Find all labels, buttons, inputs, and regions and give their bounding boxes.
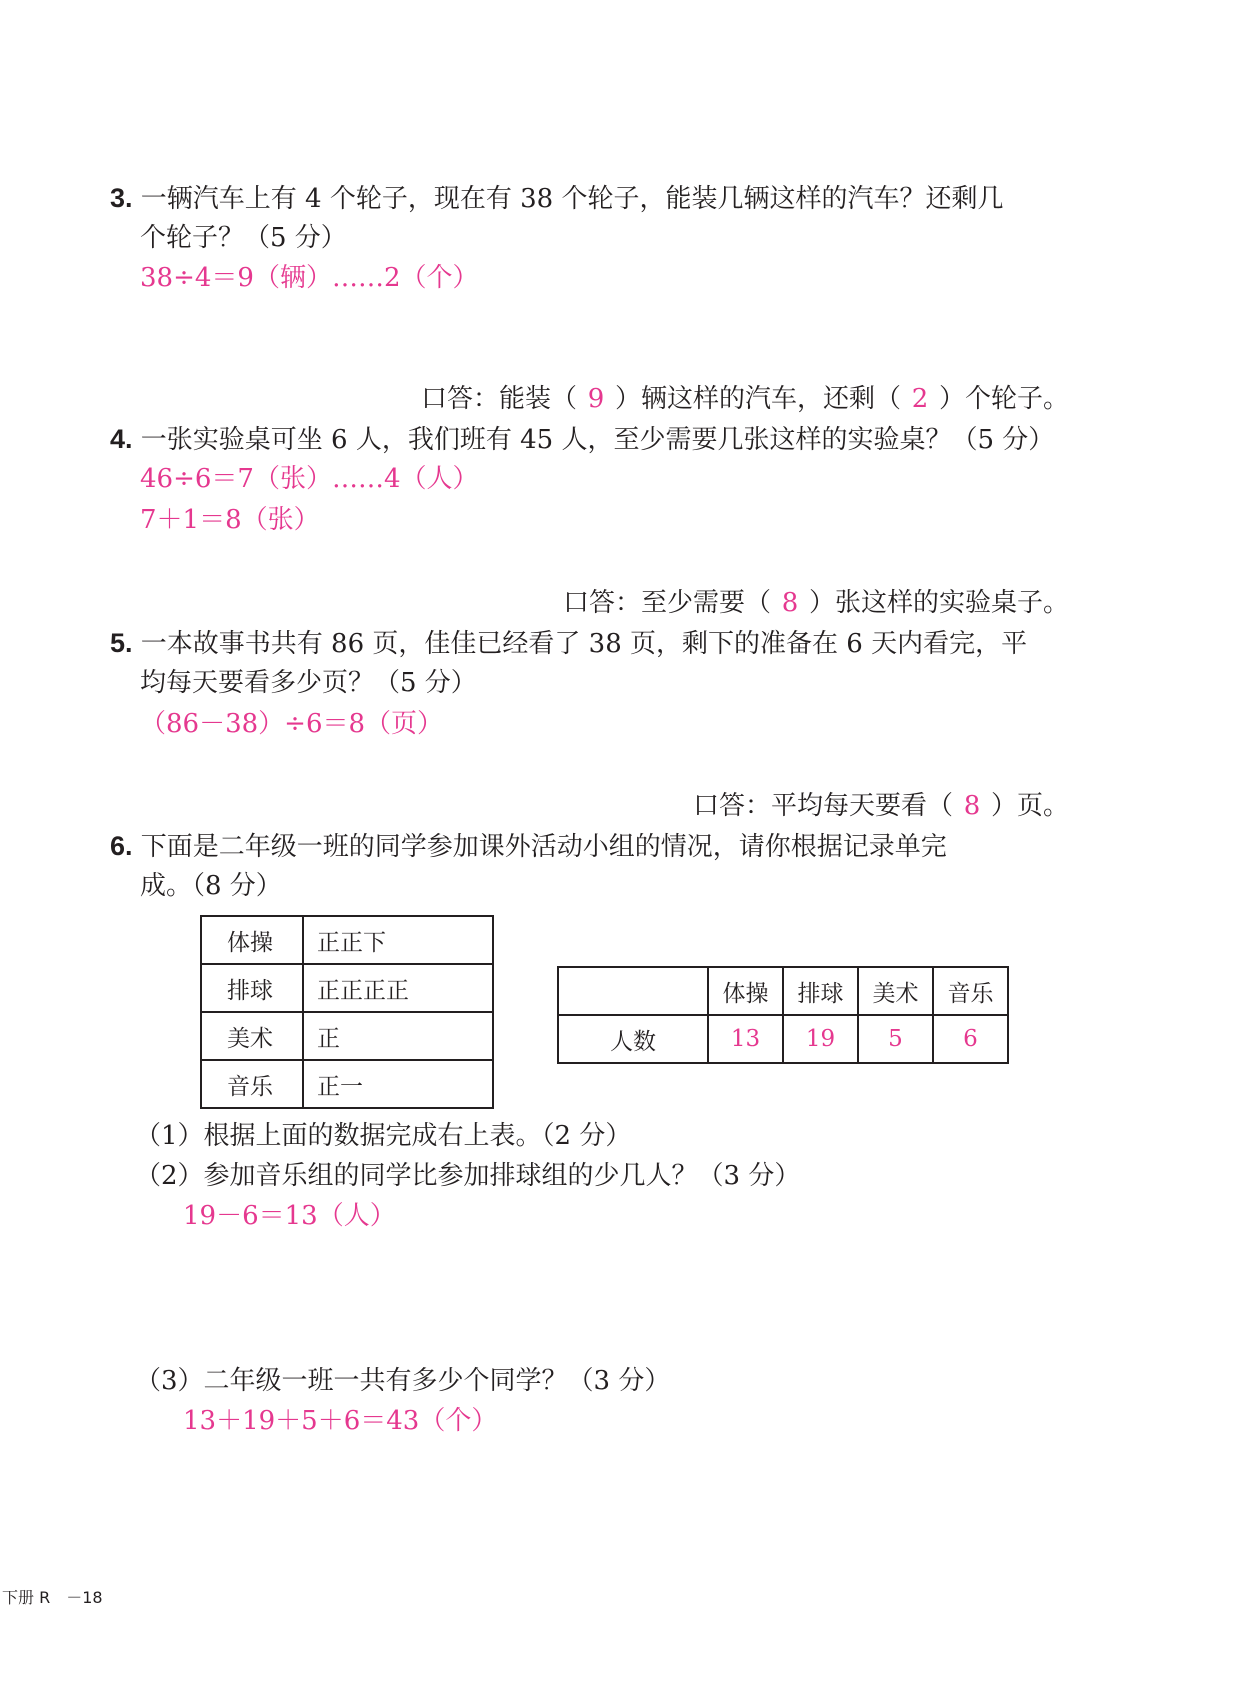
q3-line1	[110, 182, 1003, 215]
result-value: 19	[783, 1015, 858, 1063]
page-footer: 下册 R －18	[2, 1588, 103, 1607]
q3-text-line2: 个轮子？（5 分）	[140, 223, 347, 253]
q6-sub3-solution: 13＋19＋5＋6＝43（个）	[183, 1406, 498, 1436]
tally-activity: 美术	[201, 1012, 303, 1060]
tally-activity: 音乐	[201, 1060, 303, 1108]
tally-activity: 排球	[201, 964, 303, 1012]
result-value: 6	[933, 1015, 1008, 1063]
result-col-header: 美术	[858, 967, 933, 1015]
tally-marks: 正正下	[303, 916, 493, 964]
result-col-header: 排球	[783, 967, 858, 1015]
result-value: 5	[858, 1015, 933, 1063]
q3-solution: 38÷4＝9（辆）……2（个）	[140, 263, 479, 293]
q3-answer-post: ）个轮子。	[938, 384, 1069, 414]
result-value-row	[558, 1015, 1008, 1063]
tally-row	[201, 1012, 493, 1060]
q6-sub2-solution: 19－6＝13（人）	[183, 1201, 396, 1231]
q5-number: 5.	[110, 628, 133, 658]
q4-text-line1: 一张实验桌可坐 6 人，我们班有 45 人，至少需要几张这样的实验桌？（5 分）	[140, 425, 1055, 455]
result-row-label: 人数	[558, 1015, 708, 1063]
tally-activity: 体操	[201, 916, 303, 964]
q5-answer-pre: 口答：平均每天要看（	[692, 791, 953, 821]
q6-line1	[110, 830, 947, 863]
q5-text-line2: 均每天要看多少页？（5 分）	[140, 668, 477, 698]
q3-number: 3.	[110, 183, 133, 213]
q5-answer-post: ）页。	[990, 791, 1069, 821]
q3-answer-fill2: 2	[911, 384, 929, 414]
q5-answer-fill: 8	[963, 791, 981, 821]
tally-marks: 正一	[303, 1060, 493, 1108]
q3-answer-fill1: 9	[587, 384, 605, 414]
result-header-row	[558, 967, 1008, 1015]
q4-solution1: 46÷6＝7（张）……4（人）	[140, 464, 479, 494]
tally-marks: 正正正正	[303, 964, 493, 1012]
q6-sub1: （1）根据上面的数据完成右上表。（2 分）	[135, 1121, 632, 1151]
q3-answer-mid: ）辆这样的汽车，还剩（	[614, 384, 901, 414]
result-table	[557, 966, 1009, 1064]
q4-answer-fill: 8	[781, 588, 799, 618]
q6-number: 6.	[110, 831, 133, 861]
q6-text-line1: 下面是二年级一班的同学参加课外活动小组的情况，请你根据记录单完	[140, 832, 947, 862]
tally-row	[201, 916, 493, 964]
q3-text-line1: 一辆汽车上有 4 个轮子，现在有 38 个轮子，能装几辆这样的汽车？还剩几	[140, 184, 1004, 214]
q4-line1	[110, 423, 1054, 456]
q4-solution2: 7＋1＝8（张）	[140, 505, 320, 535]
q4-answer-post: ）张这样的实验桌子。	[808, 588, 1069, 618]
q6-text-line2: 成。（8 分）	[140, 871, 282, 901]
q5-line1	[110, 627, 1027, 660]
result-corner-cell	[558, 967, 708, 1015]
result-col-header: 体操	[708, 967, 783, 1015]
q4-answer-pre: 口答：至少需要（	[562, 588, 771, 618]
q3-answer	[421, 383, 1069, 415]
q6-sub2: （2）参加音乐组的同学比参加排球组的少几人？（3 分）	[135, 1161, 801, 1191]
q5-text-line1: 一本故事书共有 86 页，佳佳已经看了 38 页，剩下的准备在 6 天内看完，平	[140, 629, 1028, 659]
tally-row	[201, 964, 493, 1012]
q3-answer-pre: 口答：能装（	[420, 384, 577, 414]
q4-number: 4.	[110, 424, 133, 454]
result-value: 13	[708, 1015, 783, 1063]
q5-solution: （86－38）÷6＝8（页）	[140, 709, 444, 739]
tally-row	[201, 1060, 493, 1108]
q5-answer	[693, 790, 1069, 822]
result-col-header: 音乐	[933, 967, 1008, 1015]
tally-marks: 正	[303, 1012, 493, 1060]
q6-sub3: （3）二年级一班一共有多少个同学？（3 分）	[135, 1366, 671, 1396]
q4-answer	[563, 587, 1069, 619]
tally-table	[200, 915, 494, 1109]
